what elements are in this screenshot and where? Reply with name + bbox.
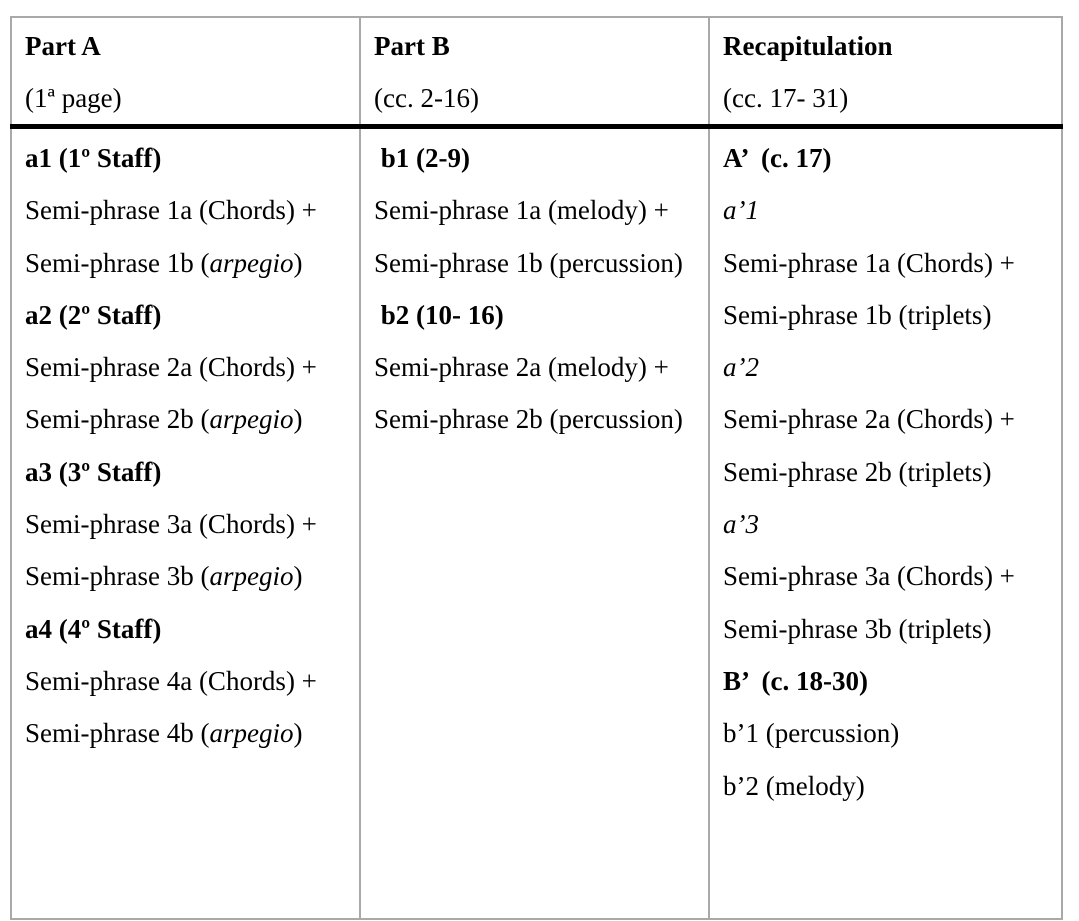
cell-line [723, 498, 1055, 550]
text-segment: ) [293, 247, 303, 278]
cell-line [723, 760, 1055, 812]
cell-line [723, 550, 1055, 602]
cell-line [723, 132, 1055, 184]
cell-line [723, 446, 1055, 498]
text-segment: Semi-phrase 3a (Chords) + [723, 561, 1015, 592]
cell-line [25, 289, 353, 341]
cell-line [723, 393, 1055, 445]
cell-line [25, 237, 353, 289]
text-segment: ) [293, 561, 303, 592]
text-segment: Semi-phrase 1a (Chords) + [25, 195, 317, 226]
cell-line [723, 341, 1055, 393]
cell-line [374, 341, 702, 393]
cell-line [723, 707, 1055, 759]
text-segment: ) [293, 718, 303, 749]
cell-line [723, 237, 1055, 289]
cell-line [374, 132, 702, 184]
text-segment: Semi-phrase 2b ( [25, 404, 210, 435]
cell-line [374, 393, 702, 445]
text-segment: Semi-phrase 1a (Chords) + [723, 247, 1015, 278]
text-segment: arpegio [209, 718, 294, 749]
text-segment: Semi-phrase 2a (melody) + [374, 352, 669, 383]
cell-line [723, 289, 1055, 341]
cell-line [25, 341, 353, 393]
cell-line [723, 184, 1055, 236]
cell-line [25, 603, 353, 655]
cell-line [723, 655, 1055, 707]
cell-line [374, 237, 702, 289]
column-title-part-a: Part A [25, 31, 101, 61]
text-segment: Semi-phrase 4a (Chords) + [25, 665, 317, 696]
text-segment: b2 (10- 16) [374, 299, 504, 330]
column-subtitle-recapitulation: (cc. 17- 31) [723, 83, 849, 113]
cell-line [25, 655, 353, 707]
column-title-part-b: Part B [374, 31, 450, 61]
text-segment: Semi-phrase 2b (percussion) [374, 404, 683, 435]
text-segment: a’2 [723, 352, 759, 383]
cell-line [25, 132, 353, 184]
table-header-row [11, 17, 1062, 127]
cell-line [723, 603, 1055, 655]
column-title-recapitulation: Recapitulation [723, 31, 893, 61]
body-cell-part-a [11, 127, 360, 920]
text-segment: a2 (2º Staff) [25, 299, 162, 330]
text-segment: a’1 [723, 195, 759, 226]
cell-line [25, 184, 353, 236]
cell-line [25, 707, 353, 759]
text-segment: Semi-phrase 2a (Chords) + [25, 352, 317, 383]
cell-line [374, 289, 702, 341]
text-segment: Semi-phrase 2b (triplets) [723, 456, 992, 487]
text-segment: Semi-phrase 1b (percussion) [374, 247, 683, 278]
header-cell-part-b [360, 17, 709, 127]
text-segment: arpegio [209, 247, 294, 278]
body-cell-part-b [360, 127, 709, 920]
text-segment: Semi-phrase 3b (triplets) [723, 613, 992, 644]
text-segment: Semi-phrase 1b ( [25, 247, 210, 278]
text-segment: Semi-phrase 1b (triplets) [723, 299, 992, 330]
text-segment: a4 (4º Staff) [25, 613, 162, 644]
header-cell-recapitulation [709, 17, 1062, 127]
text-segment: arpegio [209, 404, 294, 435]
text-segment: arpegio [209, 561, 294, 592]
musical-form-table [10, 16, 1063, 920]
header-cell-part-a [11, 17, 360, 127]
text-segment: b1 (2-9) [374, 143, 470, 173]
column-subtitle-part-b: (cc. 2-16) [374, 83, 479, 113]
cell-line [25, 498, 353, 550]
text-segment: a3 (3º Staff) [25, 456, 162, 487]
text-segment: ) [293, 404, 303, 435]
text-segment: a’3 [723, 509, 759, 540]
text-segment: a1 (1º Staff) [25, 143, 162, 173]
text-segment: Semi-phrase 2a (Chords) + [723, 404, 1015, 435]
text-segment: Semi-phrase 1a (melody) + [374, 195, 669, 226]
cell-line [25, 393, 353, 445]
table-body-row [11, 127, 1062, 920]
body-cell-recapitulation [709, 127, 1062, 920]
cell-line [25, 550, 353, 602]
text-segment: b’1 (percussion) [723, 718, 900, 749]
column-subtitle-part-a: (1ª page) [25, 83, 122, 113]
text-segment: A’ (c. 17) [723, 143, 832, 173]
text-segment: Semi-phrase 4b ( [25, 718, 210, 749]
cell-line [25, 446, 353, 498]
cell-line [374, 184, 702, 236]
text-segment: Semi-phrase 3a (Chords) + [25, 509, 317, 540]
text-segment: b’2 (melody) [723, 770, 865, 801]
text-segment: B’ (c. 18-30) [723, 665, 868, 696]
text-segment: Semi-phrase 3b ( [25, 561, 210, 592]
